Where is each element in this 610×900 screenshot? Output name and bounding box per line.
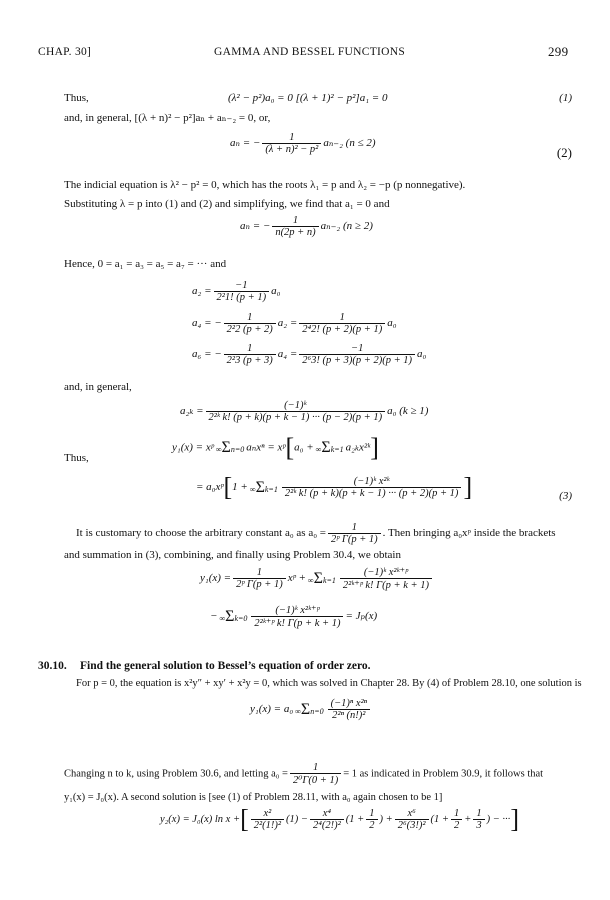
equation-3-number: (3) bbox=[559, 490, 572, 502]
sigma-symbol: Σ bbox=[221, 439, 231, 456]
substitution-text: Substituting λ = p into (1) and (2) and simplifying, we find that a₁ = 0 and bbox=[64, 198, 390, 210]
equation-1-number: (1) bbox=[559, 92, 572, 104]
equation-y1-final: y₁(x) = $\frac{1}{\text{2ᵖ Γ(p + 1)}}$ xᵖ + ∞Σk=1 $\frac{\text{(−1)ᵏ x²ᵏ⁺ᵖ}}{\text{2²ᵏ⁺ᵖ k! Γ(p + k + 1)}}$ bbox=[200, 566, 434, 591]
running-head-chapter: CHAP. 30] bbox=[38, 46, 92, 58]
equation-recurrence-p: aₙ = − $\frac{1}{n(2p + n)}$ aₙ₋₂ (n ≥ 2) bbox=[240, 215, 373, 238]
general-text-2: and, in general, bbox=[64, 381, 132, 393]
general-recurrence: and, in general, [(λ + n)² − p²]aₙ + aₙ₋₂ = 0, or, bbox=[64, 112, 271, 124]
equation-y1-expanded: = a₀xᵖ[1 + ∞Σk=1 $\frac{\text{(−1)ᵏ x²ᵏ}}{\text{2²ᵏ k! (p + k)(p + k − 1) ··· (p + 2)(p + 1)}}$ ] bbox=[196, 472, 473, 502]
thus-label-1: Thus, bbox=[64, 92, 89, 104]
equation-y1-order-zero: y₁(x) = a₀ ∞Σn=0 $\frac{\text{(−1)ⁿ x²ⁿ}}{\text{2²ⁿ (n!)²}}$ bbox=[250, 698, 372, 721]
equation-a2: a₂ = $\frac{-1}{\text{2²1! (p + 1)}}$ a₀ bbox=[192, 280, 281, 303]
equation-y2: y₂(x) = J₀(x) ln x +[ $\frac{\text{x²}}{\text{2²(1!)²}}$ (1) − $\frac{\text{x⁴}}{\text{2⁴(2!)²}}$ (1 + $\frac{1}{2}$ ) + $\frac{\text{x⁶}}{\text{2⁶(3!)²}}$ (1 + $\frac{1}{2}$ + $\frac{1}{3}$ ) − ···] bbox=[160, 804, 519, 834]
equation-1: (λ² − p²)a₀ = 0 [(λ + 1)² − p²]a₁ = 0 bbox=[228, 92, 388, 104]
customary-text: It is customary to choose the arbitrary constant a₀ as a₀ = $\frac{1}{\text{2ᵖ Γ(p + 1)}}$ . Then bringing a₀xᵖ inside the brackets bbox=[76, 522, 556, 545]
equation-a6: a₆ = − $\frac{1}{\text{2²3 (p + 3)}}$ a₄ = $\frac{-1}{\text{2⁶3! (p + 3)(p + 2)(p + 1)}}$ a₀ bbox=[192, 343, 427, 366]
indicial-equation-text: The indicial equation is λ² − p² = 0, which has the roots λ₁ = p and λ₂ = −p (p nonnegative). bbox=[64, 179, 466, 191]
equation-2-number: (2) bbox=[556, 145, 572, 160]
running-head-title: GAMMA AND BESSEL FUNCTIONS bbox=[214, 46, 406, 58]
thus-label-2: Thus, bbox=[64, 452, 89, 464]
equation-a4: a₄ = − $\frac{1}{\text{2²2 (p + 2)}}$ a₂ = $\frac{1}{\text{2⁴2! (p + 2)(p + 1)}}$ a₀ bbox=[192, 312, 397, 335]
changing-text: Changing n to k, using Problem 30.6, and letting a₀ = $\frac{1}{\text{2⁰Γ(0 + 1)}}$ = 1 as indicated in Problem 30.9, it follows that bbox=[64, 762, 544, 786]
page-number: 299 bbox=[548, 44, 569, 59]
equation-bessel-j: − ∞Σk=0 $\frac{\text{(−1)ᵏ x²ᵏ⁺ᵖ}}{\text{2²ᵏ⁺ᵖ k! Γ(p + k + 1)}}$ = Jₚ(x) bbox=[210, 605, 378, 629]
equation-2: aₙ = − $\frac{1}{\text{(λ + n)² − p²}}$ aₙ₋₂ (n ≤ 2) bbox=[230, 132, 376, 155]
hence-text: Hence, 0 = a₁ = a₃ = a₅ = a₇ = ··· and bbox=[64, 258, 227, 270]
problem-number: 30.10. bbox=[38, 660, 67, 672]
equation-a2k: a₂ₖ = $\frac{\text{(−1)ᵏ}}{\text{2²ᵏ k! (p + k)(p + k − 1) ··· (p − 2)(p + 1)}}$ a₀ (k ≥ 1) bbox=[180, 400, 429, 423]
equation-y1-series: y₁(x) = xᵖ ∞Σn=0 aₙxⁿ = xᵖ[a₀ + ∞Σk=1 a₂ₖx²ᵏ] bbox=[172, 433, 379, 462]
problem-title: Find the general solution to Bessel’s equation of order zero. bbox=[80, 660, 371, 672]
summation-text: and summation in (3), combining, and finally using Problem 30.4, we obtain bbox=[64, 549, 401, 561]
order-zero-text: For p = 0, the equation is x²y″ + xy′ + x²y = 0, which was solved in Chapter 28. By (4) of Problem 28.10, one solution is bbox=[76, 678, 582, 689]
second-solution-text: y₁(x) = J₀(x). A second solution is [see (1) of Problem 28.11, with a₀ again chosen to be 1] bbox=[64, 792, 443, 803]
